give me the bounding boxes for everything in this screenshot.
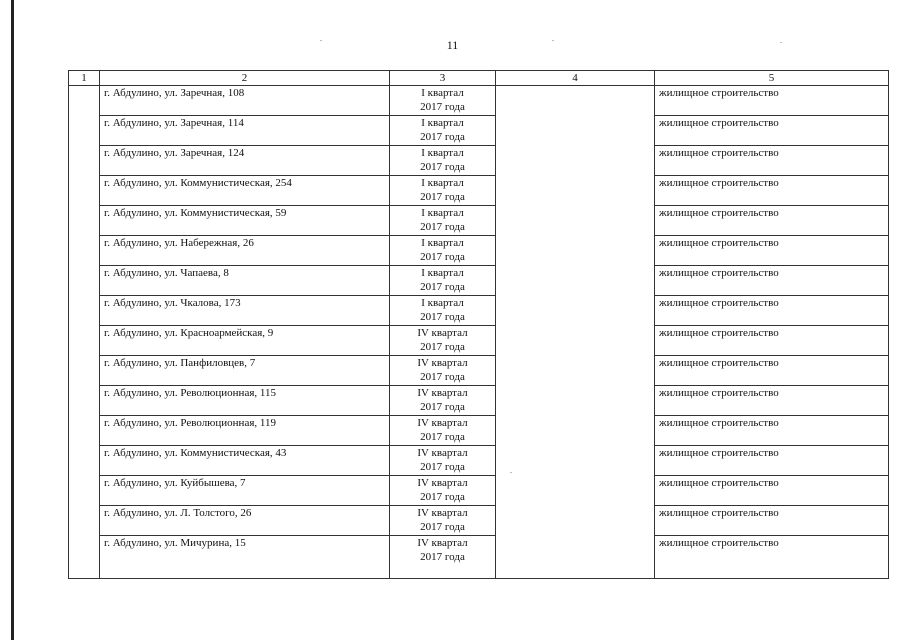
empty-cell (496, 176, 655, 206)
purpose-cell: жилищное строительство (655, 386, 889, 416)
period-cell (390, 326, 496, 356)
quarter-text: IV квартал (417, 447, 468, 459)
scan-edge-bar (11, 0, 14, 640)
year-text: 2017 года (420, 521, 465, 533)
empty-cell (496, 476, 655, 506)
table-header-row (69, 71, 889, 86)
empty-cell (496, 116, 655, 146)
table-row (69, 416, 889, 446)
year-text: 2017 года (420, 281, 465, 293)
period-cell (390, 296, 496, 326)
quarter-text: I квартал (421, 237, 464, 249)
purpose-cell: жилищное строительство (655, 116, 889, 146)
column-header: 2 (100, 71, 390, 86)
purpose-cell: жилищное строительство (655, 206, 889, 236)
address-cell: г. Абдулино, ул. Чапаева, 8 (100, 266, 390, 296)
empty-cell (496, 206, 655, 236)
purpose-cell: жилищное строительство (655, 296, 889, 326)
row-number-cell (69, 506, 100, 536)
period-cell (390, 356, 496, 386)
address-cell: г. Абдулино, ул. Л. Толстого, 26 (100, 506, 390, 536)
period-cell (390, 86, 496, 116)
table-row (69, 326, 889, 356)
year-text: 2017 года (420, 311, 465, 323)
row-number-cell (69, 86, 100, 116)
table-row (69, 476, 889, 506)
table-row (69, 536, 889, 579)
quarter-text: I квартал (421, 207, 464, 219)
empty-cell (496, 236, 655, 266)
year-text: 2017 года (420, 191, 465, 203)
address-cell: г. Абдулино, ул. Коммунистическая, 254 (100, 176, 390, 206)
empty-cell (496, 356, 655, 386)
empty-cell (496, 296, 655, 326)
address-cell: г. Абдулино, ул. Революционная, 119 (100, 416, 390, 446)
empty-cell (496, 506, 655, 536)
period-cell (390, 386, 496, 416)
column-header: 3 (390, 71, 496, 86)
purpose-cell: жилищное строительство (655, 146, 889, 176)
address-cell: г. Абдулино, ул. Панфиловцев, 7 (100, 356, 390, 386)
empty-cell (496, 446, 655, 476)
quarter-text: IV квартал (417, 477, 468, 489)
quarter-text: I квартал (421, 117, 464, 129)
table-row (69, 146, 889, 176)
quarter-text: I квартал (421, 177, 464, 189)
address-cell: г. Абдулино, ул. Заречная, 124 (100, 146, 390, 176)
address-cell: г. Абдулино, ул. Чкалова, 173 (100, 296, 390, 326)
row-number-cell (69, 386, 100, 416)
row-number-cell (69, 116, 100, 146)
year-text: 2017 года (420, 131, 465, 143)
year-text: 2017 года (420, 251, 465, 263)
purpose-cell: жилищное строительство (655, 536, 889, 579)
table-row (69, 206, 889, 236)
table-row (69, 236, 889, 266)
period-cell (390, 206, 496, 236)
year-text: 2017 года (420, 401, 465, 413)
row-number-cell (69, 266, 100, 296)
period-cell (390, 536, 496, 579)
period-cell (390, 266, 496, 296)
address-cell: г. Абдулино, ул. Коммунистическая, 43 (100, 446, 390, 476)
empty-cell (496, 386, 655, 416)
table-row (69, 116, 889, 146)
purpose-cell: жилищное строительство (655, 266, 889, 296)
quarter-text: I квартал (421, 297, 464, 309)
year-text: 2017 года (420, 491, 465, 503)
year-text: 2017 года (420, 341, 465, 353)
period-cell (390, 446, 496, 476)
period-cell (390, 476, 496, 506)
table-row (69, 266, 889, 296)
row-number-cell (69, 206, 100, 236)
year-text: 2017 года (420, 461, 465, 473)
year-text: 2017 года (420, 221, 465, 233)
table-row (69, 446, 889, 476)
quarter-text: IV квартал (417, 537, 468, 549)
year-text: 2017 года (420, 551, 465, 563)
quarter-text: IV квартал (417, 387, 468, 399)
table-row (69, 176, 889, 206)
purpose-cell: жилищное строительство (655, 236, 889, 266)
address-cell: г. Абдулино, ул. Заречная, 114 (100, 116, 390, 146)
period-cell (390, 506, 496, 536)
year-text: 2017 года (420, 161, 465, 173)
table-row (69, 386, 889, 416)
address-cell: г. Абдулино, ул. Красноармейская, 9 (100, 326, 390, 356)
year-text: 2017 года (420, 101, 465, 113)
land-plots-table (68, 70, 889, 579)
year-text: 2017 года (420, 371, 465, 383)
column-header: 5 (655, 71, 889, 86)
period-cell (390, 146, 496, 176)
column-header: 4 (496, 71, 655, 86)
row-number-cell (69, 296, 100, 326)
row-number-cell (69, 176, 100, 206)
period-cell (390, 416, 496, 446)
row-number-cell (69, 416, 100, 446)
column-header: 1 (69, 71, 100, 86)
quarter-text: IV квартал (417, 417, 468, 429)
address-cell: г. Абдулино, ул. Заречная, 108 (100, 86, 390, 116)
purpose-cell: жилищное строительство (655, 356, 889, 386)
empty-cell (496, 86, 655, 116)
empty-cell (496, 416, 655, 446)
table-row (69, 356, 889, 386)
address-cell: г. Абдулино, ул. Коммунистическая, 59 (100, 206, 390, 236)
empty-cell (496, 266, 655, 296)
purpose-cell: жилищное строительство (655, 326, 889, 356)
table-row (69, 506, 889, 536)
empty-cell (496, 146, 655, 176)
quarter-text: I квартал (421, 147, 464, 159)
row-number-cell (69, 146, 100, 176)
table-row (69, 86, 889, 116)
row-number-cell (69, 536, 100, 579)
period-cell (390, 176, 496, 206)
year-text: 2017 года (420, 431, 465, 443)
address-cell: г. Абдулино, ул. Куйбышева, 7 (100, 476, 390, 506)
purpose-cell: жилищное строительство (655, 506, 889, 536)
period-cell (390, 116, 496, 146)
quarter-text: I квартал (421, 87, 464, 99)
address-cell: г. Абдулино, ул. Набережная, 26 (100, 236, 390, 266)
row-number-cell (69, 326, 100, 356)
address-cell: г. Абдулино, ул. Революционная, 115 (100, 386, 390, 416)
quarter-text: IV квартал (417, 357, 468, 369)
period-cell (390, 236, 496, 266)
quarter-text: I квартал (421, 267, 464, 279)
page-number: 11 (446, 38, 459, 52)
purpose-cell: жилищное строительство (655, 86, 889, 116)
row-number-cell (69, 356, 100, 386)
table-row (69, 296, 889, 326)
row-number-cell (69, 446, 100, 476)
quarter-text: IV квартал (417, 327, 468, 339)
purpose-cell: жилищное строительство (655, 416, 889, 446)
row-number-cell (69, 236, 100, 266)
row-number-cell (69, 476, 100, 506)
empty-cell (496, 326, 655, 356)
purpose-cell: жилищное строительство (655, 446, 889, 476)
purpose-cell: жилищное строительство (655, 476, 889, 506)
purpose-cell: жилищное строительство (655, 176, 889, 206)
quarter-text: IV квартал (417, 507, 468, 519)
empty-cell (496, 536, 655, 579)
address-cell: г. Абдулино, ул. Мичурина, 15 (100, 536, 390, 579)
